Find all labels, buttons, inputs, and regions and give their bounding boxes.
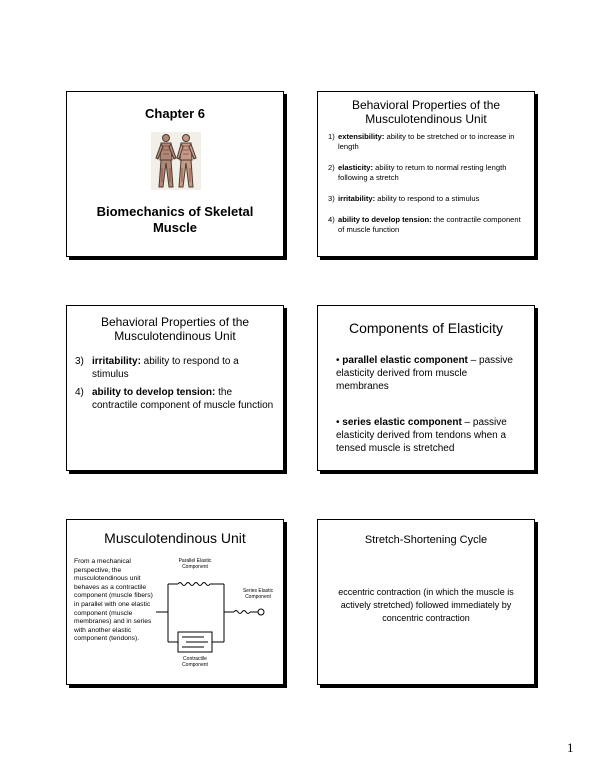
bullet-dot-icon: • (336, 417, 343, 428)
slide-stretch-shortening-cycle (317, 519, 535, 685)
slide-title: Behavioral Properties of the Musculotendinous Unit (100, 315, 250, 343)
spring-model-icon (154, 568, 278, 660)
list-item: 3) irritability: ability to respond to a stimulus (328, 194, 480, 203)
slide-title: Musculotendinous Unit (104, 530, 246, 546)
list-item: 2) elasticity: ability to return to normal resting length following a stretch (328, 163, 507, 182)
parallel-elastic-label: Parallel Elastic Component (178, 558, 212, 570)
list-item: 4) ability to develop tension: the contractile component of muscle function (75, 387, 274, 411)
slide-chapter-title (66, 91, 284, 257)
list-item: 4) ability to develop tension: the contractile component of muscle function (328, 215, 521, 234)
bullet-item: • series elastic component – passive elasticity derived from tendons when a tensed muscle is stretched (336, 417, 507, 454)
slide-behavioral-properties-partial (66, 305, 284, 471)
slide-description: From a mechanical perspective, the musculotendinous unit behaves as a contractile component (muscle fibers) in parallel with one elastic component (muscle membranes) and in series with another elastic component (tendons). (74, 558, 153, 643)
bullet-dot-icon: • (336, 355, 343, 366)
property-list (75, 356, 275, 418)
list-item: 1) extensibility: ability to be stretched or to increase in length (328, 132, 515, 151)
page-number: 1 (567, 740, 574, 755)
chapter-heading: Chapter 6 (145, 106, 205, 121)
series-elastic-label: Series Elastic Component (242, 588, 274, 600)
slide-title: Stretch-Shortening Cycle (364, 534, 488, 546)
slide-title: Components of Elasticity (348, 320, 504, 336)
skeletal-muscle-figure-icon (151, 132, 201, 190)
muscle-model-diagram (154, 558, 278, 668)
slide-components-of-elasticity (317, 305, 535, 471)
chapter-subtitle: Biomechanics of Skeletal Muscle (96, 204, 254, 235)
slide-title: Behavioral Properties of the Musculotendinous Unit (351, 98, 501, 126)
contractile-label: Contractile Component (182, 656, 208, 668)
bullet-item: • parallel elastic component – passive elasticity derived from muscle membranes (336, 355, 513, 392)
property-list (328, 132, 528, 246)
list-item: 3) irritability: ability to respond to a stimulus (75, 356, 239, 380)
slide-musculotendinous-unit (66, 519, 284, 685)
slide-behavioral-properties-full (317, 91, 535, 257)
slide-body: eccentric contraction (in which the muscle is actively stretched) followed immediately by concentric contraction (338, 587, 514, 623)
